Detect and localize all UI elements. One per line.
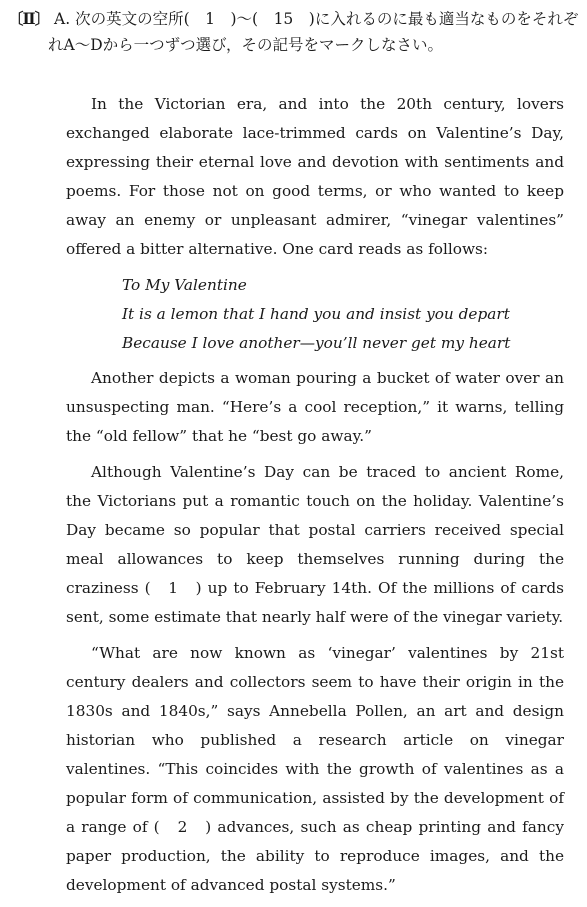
passage — [66, 90, 564, 907]
poem-line-3: Because I love another—you’ll never get my heart — [122, 334, 511, 352]
instruction-text-1: A. 次の英文の空所( 1 )〜( 15 )に入れるのに最も適当なものをそれぞ — [54, 10, 579, 28]
section-number: 〔Ⅱ〕 — [8, 9, 50, 28]
header-line-1 — [8, 6, 580, 32]
passage-paragraph-1: In the Victorian era, and into the 20th century, lovers exchanged elaborate lace-trimmed cards on Valentine’s Day, expressing their eternal love and devotion with sentiments and poems. For those not on good terms, or who wanted to keep away an enemy or unpleasant admirer, “vinegar valentines” offered a bitter alternative. One card reads as follows: — [66, 95, 564, 258]
poem-line-2: It is a lemon that I hand you and insist you depart — [122, 305, 510, 323]
passage-paragraph-2: Another depicts a woman pouring a bucket of water over an unsuspecting man. “Here’s a cool reception,” it warns, telling the “old fellow” that he “best go away.” — [66, 369, 564, 445]
poem-line-1: To My Valentine — [122, 276, 247, 294]
passage-paragraph-3: Although Valentine’s Day can be traced to ancient Rome, the Victorians put a romantic touch on the holiday. Valentine’s Day became so popular that postal carriers received special meal allowances to keep themselves running during the craziness ( 1 ) up to February 14th. Of the millions of cards sent, some estimate that nearly half were of the vinegar variety. — [66, 463, 564, 626]
instruction-text-2: れA〜Dから一つずつ選び，その記号をマークしなさい。 — [48, 36, 444, 54]
passage-paragraph-4: “What are now known as ‘vinegar’ valentines by 21st century dealers and collectors seem to have their origin in the 1830s and 1840s,” says Annebella Pollen, an art and design historian who published a research article on vinegar valentines. “This coincides with the growth of valentines as a popular form of communication, assisted by the development of a range of ( 2 ) advances, such as cheap printing and fancy paper production, the ability to reproduce images, and the development of advanced postal systems.” — [66, 644, 564, 894]
question-header — [8, 6, 580, 58]
valentine-poem — [66, 271, 564, 358]
